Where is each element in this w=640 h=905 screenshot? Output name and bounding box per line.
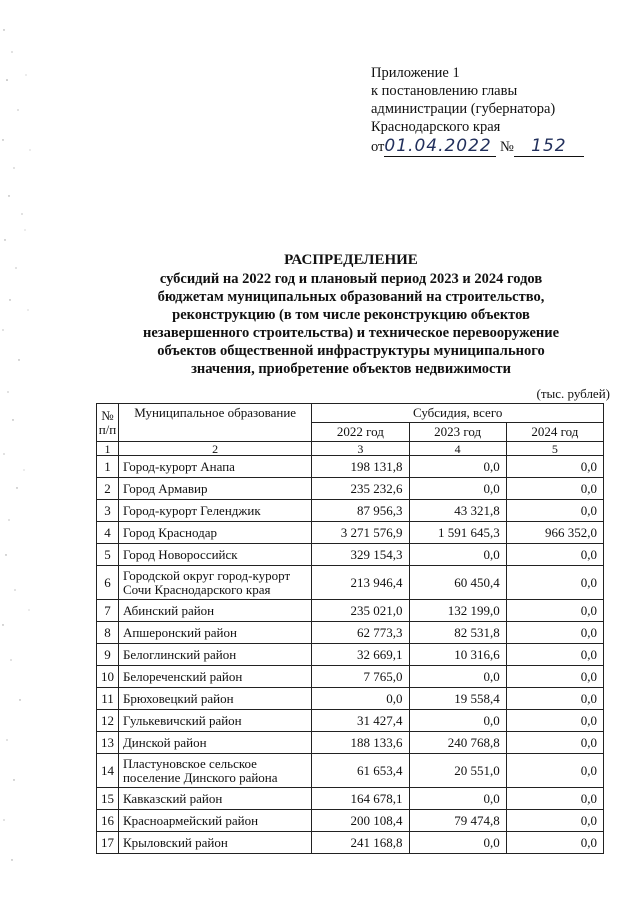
municipality-name: Город-курорт Анапа	[118, 456, 311, 478]
subsidy-2022: 164 678,1	[312, 788, 409, 810]
subsidy-2023: 0,0	[409, 666, 506, 688]
municipality-name: Город Краснодар	[118, 522, 311, 544]
row-number: 13	[97, 732, 119, 754]
subsidy-2022: 235 232,6	[312, 478, 409, 500]
title-line: реконструкцию (в том числе реконструкцию объектов	[172, 307, 530, 323]
subsidy-2022: 62 773,3	[312, 622, 409, 644]
row-number: 7	[97, 600, 119, 622]
row-number: 5	[97, 544, 119, 566]
subsidy-2023: 79 474,8	[409, 810, 506, 832]
municipality-name: Белореченский район	[118, 666, 311, 688]
municipality-name: Город-курорт Геленджик	[118, 500, 311, 522]
subsidy-2022: 31 427,4	[312, 710, 409, 732]
subsidy-2024: 0,0	[506, 810, 603, 832]
row-number: 16	[97, 810, 119, 832]
table-row	[97, 754, 604, 788]
table-row	[97, 644, 604, 666]
municipality-name: Крыловский район	[118, 832, 311, 854]
index-cell: 2	[118, 442, 311, 456]
municipality-name: Абинский район	[118, 600, 311, 622]
index-cell: 4	[409, 442, 506, 456]
subsidy-2023: 0,0	[409, 544, 506, 566]
municipality-name: Кавказский район	[118, 788, 311, 810]
table-row	[97, 788, 604, 810]
table-row	[97, 566, 604, 600]
subsidy-2022: 200 108,4	[312, 810, 409, 832]
subsidy-2024: 0,0	[506, 754, 603, 788]
table-row	[97, 622, 604, 644]
index-cell: 5	[506, 442, 603, 456]
appendix-line-4: Краснодарского края	[371, 119, 501, 135]
municipality-name: Пластуновское сельское поселение Динского района	[118, 754, 311, 788]
subsidy-2024: 0,0	[506, 666, 603, 688]
appendix-line-2: к постановлению главы	[371, 83, 518, 99]
row-number: 10	[97, 666, 119, 688]
subsidy-2024: 0,0	[506, 600, 603, 622]
subsidy-2022: 188 133,6	[312, 732, 409, 754]
table-row	[97, 810, 604, 832]
subsidy-2022: 241 168,8	[312, 832, 409, 854]
row-number: 14	[97, 754, 119, 788]
row-number: 15	[97, 788, 119, 810]
table-row	[97, 500, 604, 522]
row-number: 2	[97, 478, 119, 500]
row-number: 9	[97, 644, 119, 666]
subsidy-2024: 0,0	[506, 544, 603, 566]
table-row	[97, 456, 604, 478]
subsidy-2024: 0,0	[506, 710, 603, 732]
municipality-name: Белоглинский район	[118, 644, 311, 666]
subsidy-2024: 966 352,0	[506, 522, 603, 544]
subsidy-2023: 20 551,0	[409, 754, 506, 788]
subsidy-2023: 0,0	[409, 710, 506, 732]
subsidy-2024: 0,0	[506, 500, 603, 522]
document-title	[96, 251, 606, 378]
table-row	[97, 732, 604, 754]
subsidy-2023: 43 321,8	[409, 500, 506, 522]
subsidy-2023: 82 531,8	[409, 622, 506, 644]
table-row	[97, 600, 604, 622]
table-row	[97, 832, 604, 854]
table-row	[97, 478, 604, 500]
table-row	[97, 522, 604, 544]
index-cell: 3	[312, 442, 409, 456]
subsidy-2023: 10 316,6	[409, 644, 506, 666]
title-line: субсидий на 2022 год и плановый период 2023 и 2024 годов	[159, 271, 543, 287]
appendix-date-line	[371, 137, 584, 157]
municipality-name: Гулькевичский район	[118, 710, 311, 732]
header-subsidy-total: Субсидия, всего	[312, 404, 604, 423]
municipality-name: Город Армавир	[118, 478, 311, 500]
row-number: 17	[97, 832, 119, 854]
subsidy-2023: 1 591 645,3	[409, 522, 506, 544]
row-number: 11	[97, 688, 119, 710]
subsidy-2022: 7 765,0	[312, 666, 409, 688]
subsidy-2024: 0,0	[506, 456, 603, 478]
subsidy-2022: 329 154,3	[312, 544, 409, 566]
subsidy-2024: 0,0	[506, 566, 603, 600]
subsidy-2022: 213 946,4	[312, 566, 409, 600]
subsidy-2022: 235 021,0	[312, 600, 409, 622]
row-number: 6	[97, 566, 119, 600]
subsidy-2023: 240 768,8	[409, 732, 506, 754]
municipality-name: Брюховецкий район	[118, 688, 311, 710]
title-line: незавершенного строительства) и техническое перевооружение	[142, 325, 560, 341]
title-line: бюджетам муниципальных образований на строительство,	[157, 289, 545, 305]
subsidy-2023: 60 450,4	[409, 566, 506, 600]
row-number: 4	[97, 522, 119, 544]
subsidy-2023: 0,0	[409, 478, 506, 500]
header-year-2023: 2023 год	[409, 423, 506, 442]
table-row	[97, 710, 604, 732]
number-prefix: №	[500, 139, 514, 155]
subsidy-2024: 0,0	[506, 832, 603, 854]
subsidy-2022: 87 956,3	[312, 500, 409, 522]
scan-noise	[0, 0, 42, 905]
municipality-name: Городской округ город-курорт Сочи Краснодарского края	[118, 566, 311, 600]
subsidy-2023: 0,0	[409, 832, 506, 854]
units-label: (тыс. рублей)	[536, 386, 610, 401]
subsidy-2024: 0,0	[506, 622, 603, 644]
table-row	[97, 544, 604, 566]
row-number: 12	[97, 710, 119, 732]
subsidy-2023: 0,0	[409, 788, 506, 810]
subsidy-table	[96, 403, 604, 854]
title-main: РАСПРЕДЕЛЕНИЕ	[284, 252, 418, 268]
header-year-2022: 2022 год	[312, 423, 409, 442]
appendix-line-1: Приложение 1	[371, 65, 460, 81]
subsidy-2023: 132 199,0	[409, 600, 506, 622]
municipality-name: Красноармейский район	[118, 810, 311, 832]
subsidy-2022: 198 131,8	[312, 456, 409, 478]
header-municipality: Муниципальное образование	[118, 404, 311, 442]
subsidy-2022: 61 653,4	[312, 754, 409, 788]
row-number: 1	[97, 456, 119, 478]
municipality-name: Город Новороссийск	[118, 544, 311, 566]
table-index-row	[97, 442, 604, 456]
index-cell: 1	[97, 442, 119, 456]
table-row	[97, 688, 604, 710]
row-number: 8	[97, 622, 119, 644]
title-line: объектов общественной инфраструктуры муниципального	[157, 343, 545, 359]
subsidy-2024: 0,0	[506, 478, 603, 500]
table-row	[97, 666, 604, 688]
appendix-block	[371, 64, 584, 157]
header-num: № п/п	[97, 404, 119, 442]
municipality-name: Динской район	[118, 732, 311, 754]
header-year-2024: 2024 год	[506, 423, 603, 442]
table-header-row	[97, 404, 604, 423]
subsidy-2022: 32 669,1	[312, 644, 409, 666]
subsidy-2022: 0,0	[312, 688, 409, 710]
appendix-line-3: администрации (губернатора)	[371, 101, 556, 117]
subsidy-2024: 0,0	[506, 688, 603, 710]
title-line: значения, приобретение объектов недвижимости	[191, 361, 511, 377]
subsidy-2022: 3 271 576,9	[312, 522, 409, 544]
subsidy-2024: 0,0	[506, 644, 603, 666]
subsidy-2024: 0,0	[506, 732, 603, 754]
row-number: 3	[97, 500, 119, 522]
subsidy-2023: 19 558,4	[409, 688, 506, 710]
handwritten-date: 01.04.2022	[384, 136, 492, 156]
handwritten-number: 152	[531, 136, 567, 156]
subsidy-2024: 0,0	[506, 788, 603, 810]
subsidy-2023: 0,0	[409, 456, 506, 478]
date-prefix: от	[371, 139, 385, 155]
municipality-name: Апшеронский район	[118, 622, 311, 644]
